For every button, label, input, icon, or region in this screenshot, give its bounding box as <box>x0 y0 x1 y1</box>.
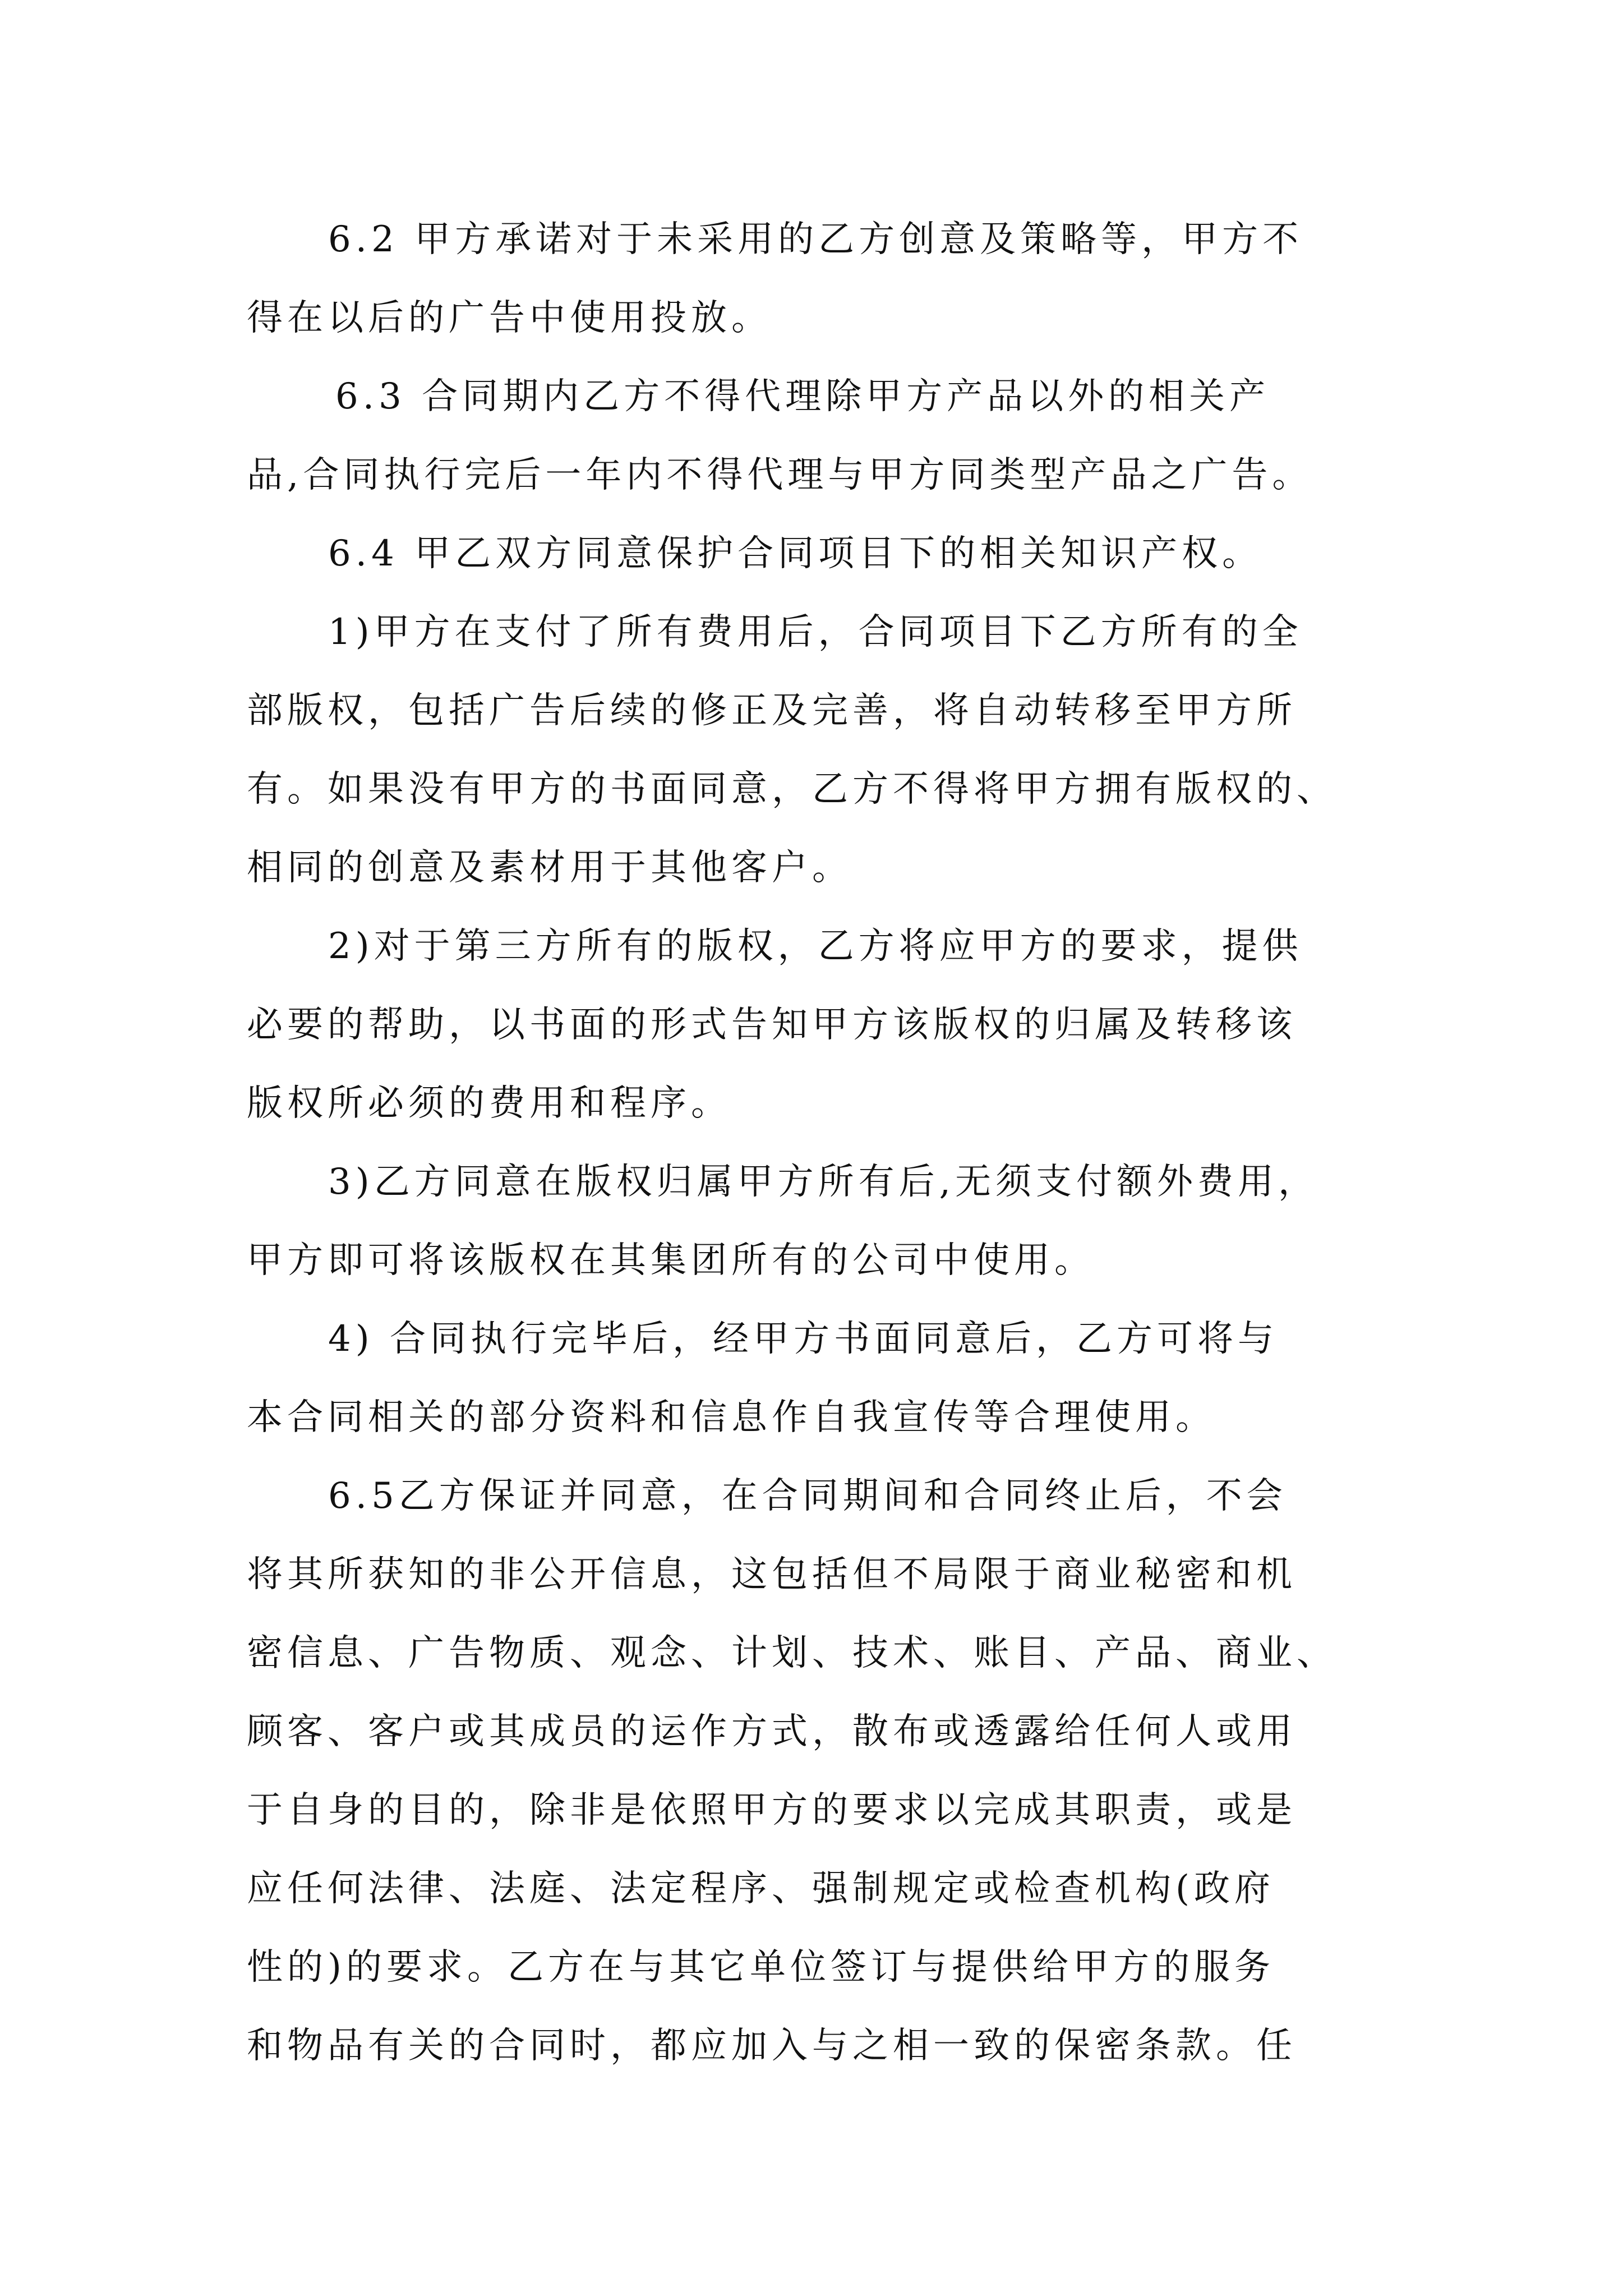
text-line: 密信息、广告物质、观念、计划、技术、账目、产品、商业、 <box>247 1632 1337 1674</box>
text-line: 品,合同执行完后一年内不得代理与甲方同类型产品之广告。 <box>247 454 1313 496</box>
text-line: 本合同相关的部分资料和信息作自我宣传等合理使用。 <box>247 1397 1216 1438</box>
text-line: 顾客、客户或其成员的运作方式，散布或透露给任何人或用 <box>247 1711 1297 1752</box>
text-line: 和物品有关的合同时，都应加入与之相一致的保密条款。任 <box>247 2025 1297 2067</box>
text-line: 应任何法律、法庭、法定程序、强制规定或检查机构(政府 <box>247 1868 1275 1910</box>
text-line-clause-6-3: 6.3 合同期内乙方不得代理除甲方产品以外的相关产 <box>335 376 1270 417</box>
text-line: 甲方即可将该版权在其集团所有的公司中使用。 <box>247 1240 1095 1281</box>
text-line: 于自身的目的，除非是依照甲方的要求以完成其职责，或是 <box>247 1789 1297 1831</box>
text-line-item-4: 4) 合同执行完毕后，经甲方书面同意后，乙方可将与 <box>328 1318 1279 1360</box>
text-line-clause-6-2: 6.2 甲方承诺对于未采用的乙方创意及策略等，甲方不 <box>328 219 1303 260</box>
text-line-item-3: 3)乙方同意在版权归属甲方所有后,无须支付额外费用， <box>328 1161 1319 1203</box>
text-line-clause-6-5: 6.5乙方保证并同意，在合同期间和合同终止后，不会 <box>328 1475 1287 1517</box>
text-line: 将其所获知的非公开信息，这包括但不局限于商业秘密和机 <box>247 1554 1297 1595</box>
text-line: 得在以后的广告中使用投放。 <box>247 297 772 339</box>
text-line: 版权所必须的费用和程序。 <box>247 1083 731 1124</box>
text-line-clause-6-4: 6.4 甲乙双方同意保护合同项目下的相关知识产权。 <box>328 533 1263 574</box>
text-line: 相同的创意及素材用于其他客户。 <box>247 847 852 889</box>
text-line: 必要的帮助，以书面的形式告知甲方该版权的归属及转移该 <box>247 1004 1297 1046</box>
text-line: 性的)的要求。乙方在与其它单位签订与提供给甲方的服务 <box>247 1947 1275 1988</box>
text-line-item-2: 2)对于第三方所有的版权，乙方将应甲方的要求，提供 <box>328 926 1303 967</box>
text-line-item-1: 1)甲方在支付了所有费用后，合同项目下乙方所有的全 <box>328 611 1303 653</box>
text-line: 有。如果没有甲方的书面同意，乙方不得将甲方拥有版权的、 <box>247 769 1337 810</box>
text-line: 部版权，包括广告后续的修正及完善，将自动转移至甲方所 <box>247 690 1297 731</box>
